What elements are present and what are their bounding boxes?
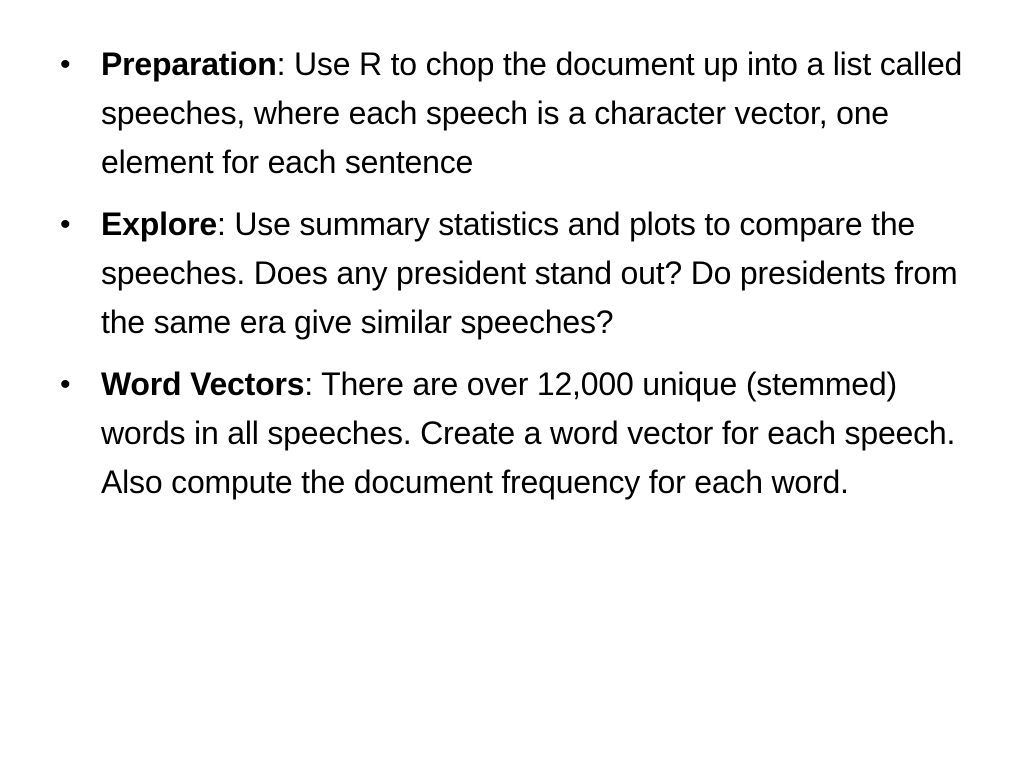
bullet-term: Explore bbox=[101, 206, 217, 242]
bullet-item-word-vectors bbox=[58, 360, 964, 507]
bullet-text: : Use R to chop the document up into a list called speeches, where each speech is a character vector, one element for each sentence bbox=[101, 46, 963, 180]
bullet-term: Preparation bbox=[101, 46, 277, 82]
bullet-icon: • bbox=[60, 368, 71, 401]
bullet-icon: • bbox=[60, 48, 71, 81]
bullet-text: : There are over 12,000 unique (stemmed) words in all speeches. Create a word vector for each speech. Also compute the document frequency for each word. bbox=[101, 366, 956, 500]
bullet-item-explore bbox=[58, 200, 964, 347]
bullet-text: : Use summary statistics and plots to compare the speeches. Does any president stand out? Do presidents from the same era give similar speeches? bbox=[101, 206, 958, 340]
bullet-item-preparation bbox=[58, 40, 964, 187]
bullet-list bbox=[58, 40, 964, 507]
bullet-term: Word Vectors bbox=[101, 366, 305, 402]
bullet-icon: • bbox=[60, 208, 71, 241]
